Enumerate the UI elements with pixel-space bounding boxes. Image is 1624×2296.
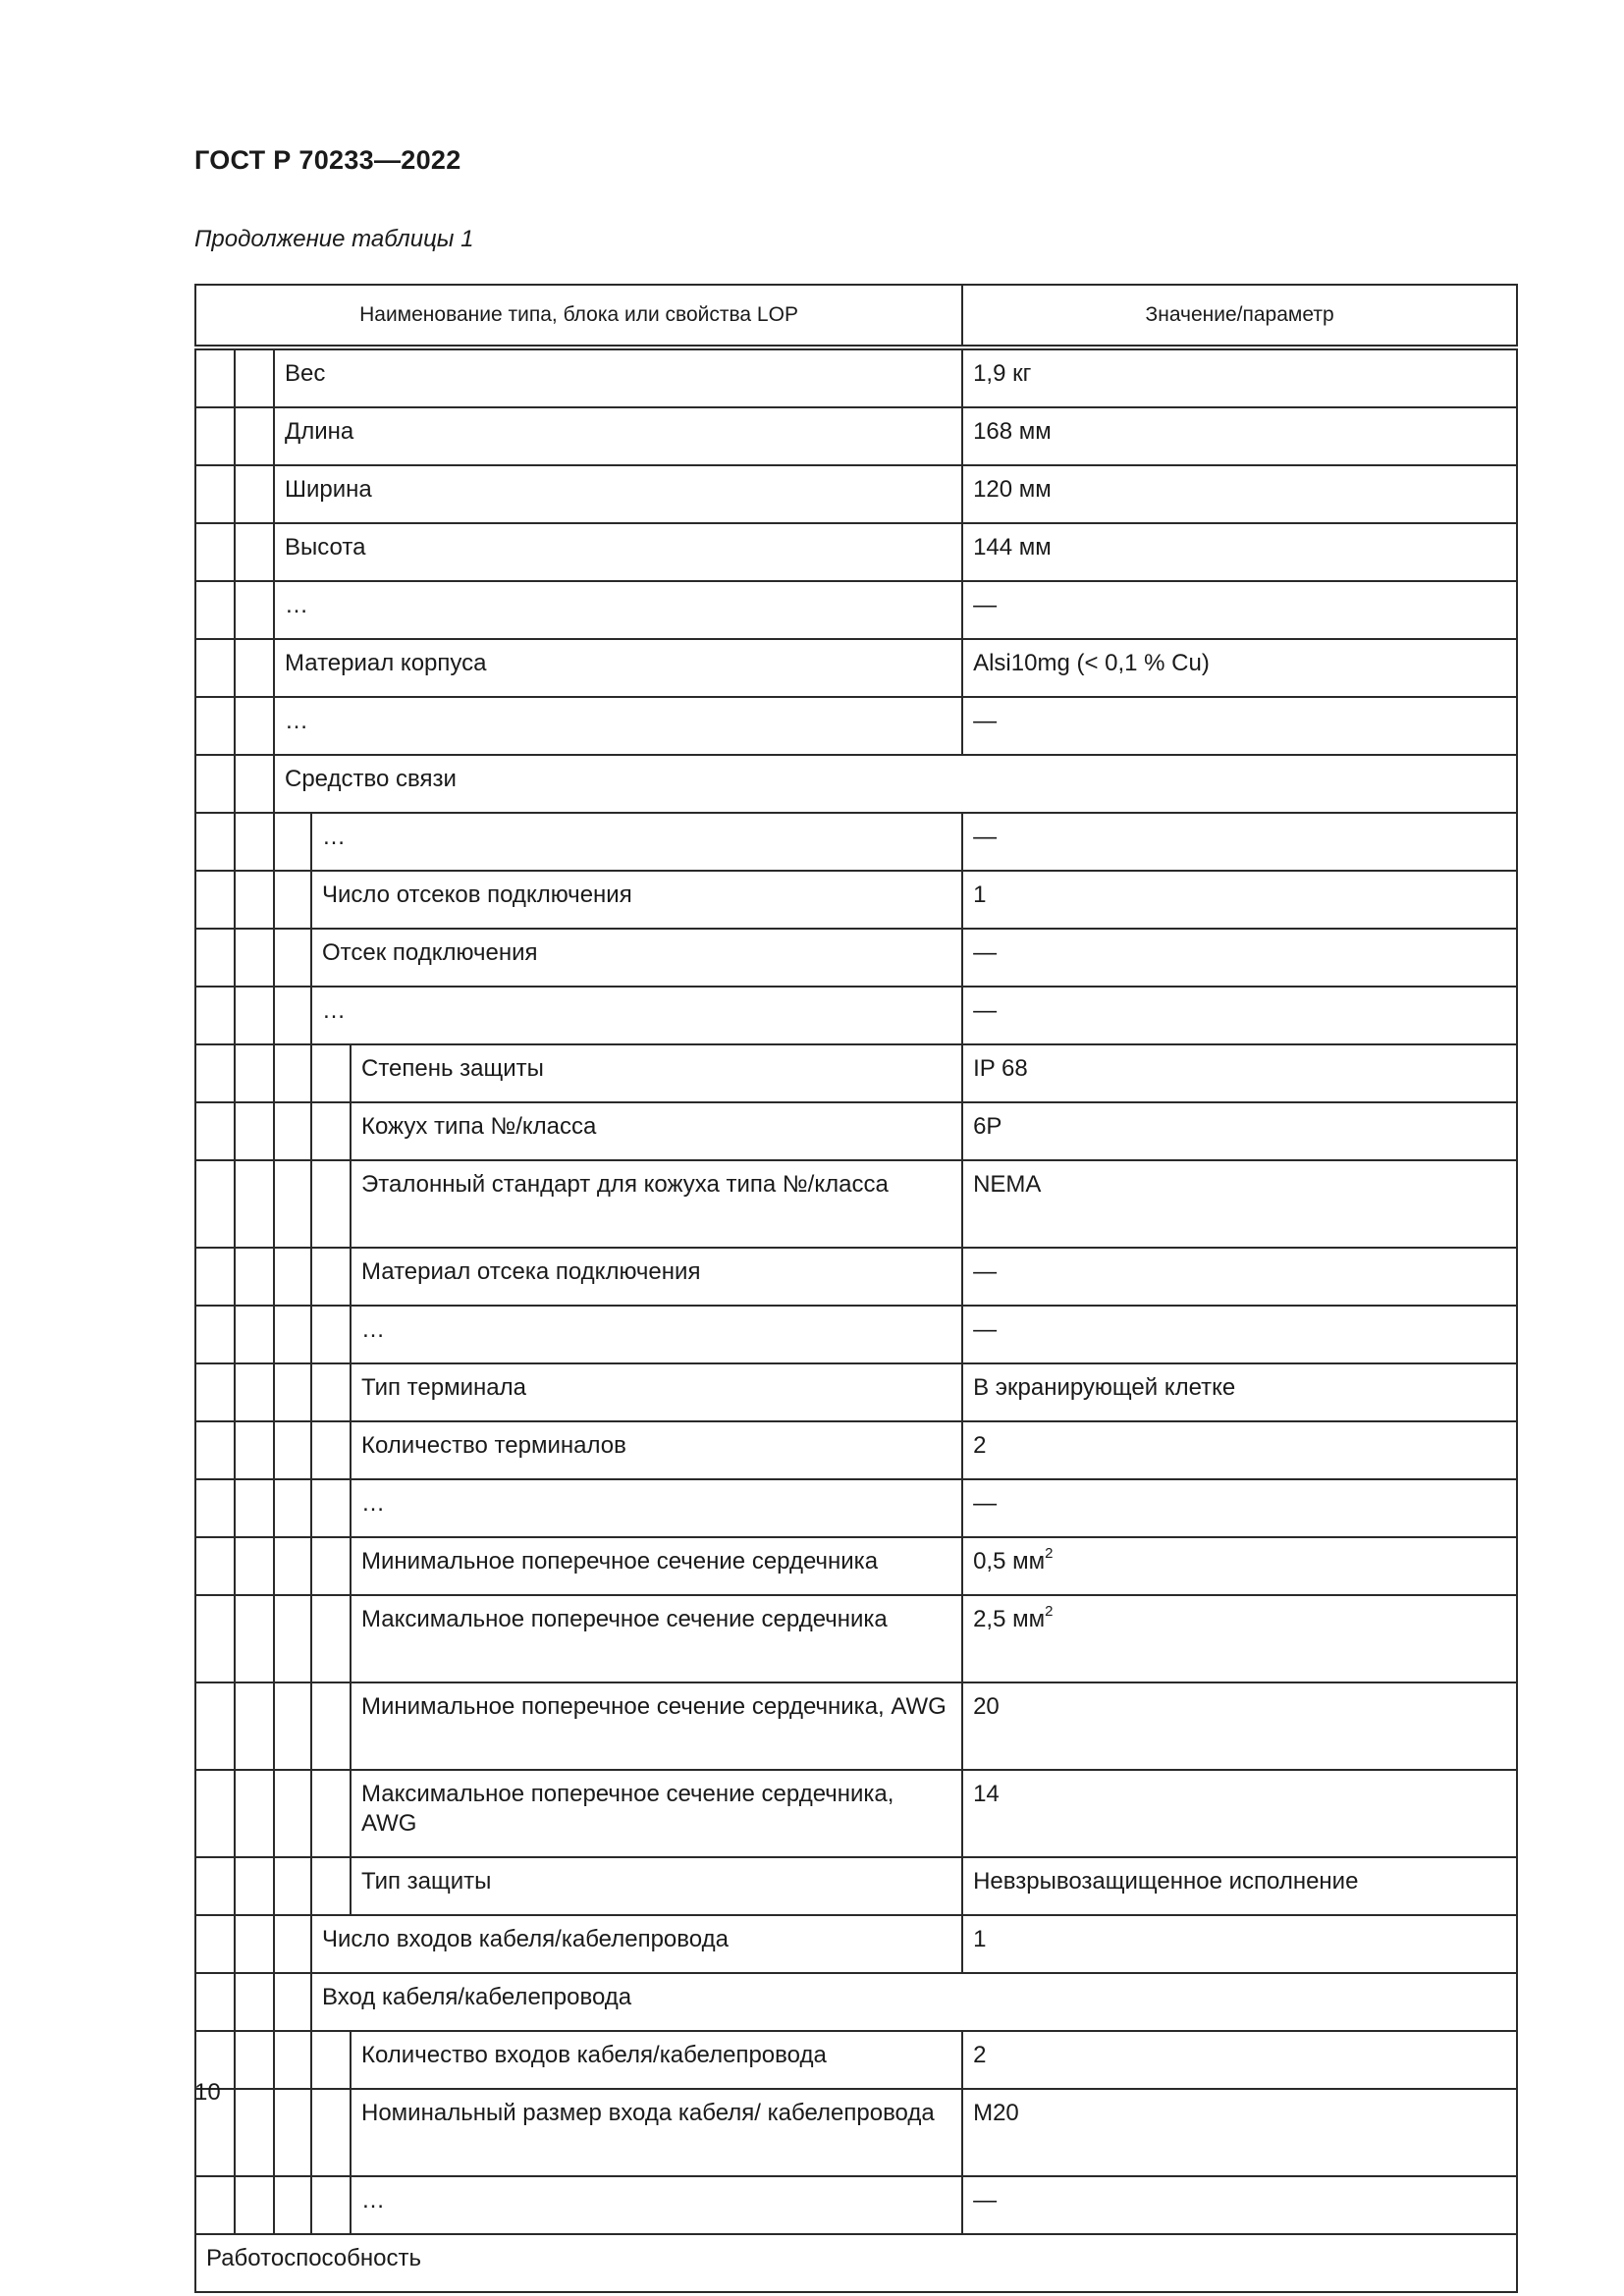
indent-cell [311,1857,351,1915]
header-value: Значение/параметр [962,285,1517,347]
value-text: Alsi10mg (< 0,1 % Cu) [973,650,1210,676]
indent-cell [274,1044,311,1102]
indent-cell [311,1770,351,1857]
indent-cell [235,1421,274,1479]
value-text: 14 [973,1781,1000,1807]
property-name: Вес [274,347,962,407]
indent-cell [235,755,274,813]
property-name: Номинальный размер входа кабеля/ кабелепровода [351,2089,962,2176]
table-row [195,871,1517,929]
value-text: — [973,592,998,618]
property-value [962,2176,1517,2234]
property-value [962,697,1517,755]
value-text: IP 68 [973,1055,1028,1082]
indent-cell [235,523,274,581]
indent-cell [195,1160,235,1248]
property-value [962,871,1517,929]
indent-cell [195,1537,235,1595]
property-value [962,1537,1517,1595]
indent-cell [235,1479,274,1537]
indent-cell [235,407,274,465]
value-text: 1 [973,1926,987,1952]
property-value [962,1044,1517,1102]
value-text: 0,5 мм [973,1548,1046,1575]
indent-cell [311,1102,351,1160]
value-text: — [973,1490,998,1517]
property-name: Минимальное поперечное сечение сердечника, AWG [351,1682,962,1770]
table-row [195,1973,1517,2031]
indent-cell [311,2031,351,2089]
indent-cell [235,2176,274,2234]
indent-cell [235,1248,274,1306]
property-name: Длина [274,407,962,465]
table-row [195,639,1517,697]
indent-cell [311,1479,351,1537]
indent-cell [195,1479,235,1537]
property-name: … [351,1306,962,1363]
table-row [195,347,1517,407]
indent-cell [195,1595,235,1682]
indent-cell [311,1044,351,1102]
value-text: 144 мм [973,534,1052,561]
value-text: — [973,1316,998,1343]
property-value [962,639,1517,697]
indent-cell [195,1363,235,1421]
indent-cell [274,1248,311,1306]
indent-cell [235,1044,274,1102]
property-value [962,347,1517,407]
properties-table [194,284,1518,2293]
property-value [962,929,1517,987]
indent-cell [195,1973,235,2031]
indent-cell [274,987,311,1044]
value-text: 1,9 кг [973,360,1032,387]
property-value [962,1915,1517,1973]
indent-cell [195,1044,235,1102]
property-name: Максимальное поперечное сечение сердечника, AWG [351,1770,962,1857]
indent-cell [311,1537,351,1595]
table-row [195,2031,1517,2089]
indent-cell [195,813,235,871]
value-text: 168 мм [973,418,1052,445]
value-text: — [973,1258,998,1285]
property-value [962,1421,1517,1479]
indent-cell [235,929,274,987]
property-name: Эталонный стандарт для кожуха типа №/класса [351,1160,962,1248]
indent-cell [235,697,274,755]
indent-cell [274,1537,311,1595]
indent-cell [235,2031,274,2089]
indent-cell [235,1915,274,1973]
indent-cell [195,1857,235,1915]
indent-cell [274,1479,311,1537]
value-text: 1 [973,881,987,908]
property-value [962,465,1517,523]
value-text: В экранирующей клетке [973,1374,1236,1401]
indent-cell [195,1770,235,1857]
property-name: Количество входов кабеля/кабелепровода [351,2031,962,2089]
value-text: 2 [973,1432,987,1459]
value-text: — [973,939,998,966]
indent-cell [195,1682,235,1770]
indent-cell [235,1363,274,1421]
value-text: 20 [973,1693,1000,1720]
property-name: Кожух типа №/класса [351,1102,962,1160]
indent-cell [311,1682,351,1770]
table-row [195,697,1517,755]
indent-cell [274,1363,311,1421]
table-body [195,347,1517,2292]
table-header-row [195,285,1517,347]
indent-cell [311,1306,351,1363]
indent-cell [274,2089,311,2176]
property-name: … [311,813,962,871]
indent-cell [195,347,235,407]
property-value [962,1595,1517,1682]
indent-cell [311,1421,351,1479]
property-name: Материал корпуса [274,639,962,697]
indent-cell [274,1595,311,1682]
table-row [195,523,1517,581]
indent-cell [274,1160,311,1248]
table-row [195,1306,1517,1363]
property-name: Тип терминала [351,1363,962,1421]
property-name: Тип защиты [351,1857,962,1915]
property-value [962,2031,1517,2089]
indent-cell [195,755,235,813]
property-name: … [274,697,962,755]
table-row [195,1044,1517,1102]
property-name: Минимальное поперечное сечение сердечника [351,1537,962,1595]
indent-cell [235,987,274,1044]
property-name: Число входов кабеля/кабелепровода [311,1915,962,1973]
indent-cell [274,1421,311,1479]
indent-cell [195,407,235,465]
table-row [195,929,1517,987]
property-name: … [274,581,962,639]
indent-cell [195,639,235,697]
property-value [962,1479,1517,1537]
table-row [195,1682,1517,1770]
indent-cell [195,1306,235,1363]
indent-cell [195,987,235,1044]
indent-cell [274,813,311,871]
property-name: Число отсеков подключения [311,871,962,929]
value-superscript: 2 [1045,1545,1054,1562]
indent-cell [311,1363,351,1421]
table-row [195,1102,1517,1160]
table-row [195,1479,1517,1537]
indent-cell [311,2176,351,2234]
property-name: Материал отсека подключения [351,1248,962,1306]
value-text: — [973,824,998,850]
table-row [195,813,1517,871]
value-text: 2,5 мм [973,1606,1046,1632]
value-text: — [973,2187,998,2214]
value-text: Невзрывозащищенное исполнение [973,1868,1359,1895]
indent-cell [235,1537,274,1595]
page-number: 10 [194,2079,221,2106]
value-text: 120 мм [973,476,1052,503]
indent-cell [274,1102,311,1160]
table-row [195,407,1517,465]
indent-cell [195,523,235,581]
indent-cell [274,2031,311,2089]
indent-cell [195,2176,235,2234]
property-value [962,1857,1517,1915]
property-name: Вход кабеля/кабелепровода [311,1973,1517,2031]
table-row [195,1363,1517,1421]
property-name: Отсек подключения [311,929,962,987]
indent-cell [235,1306,274,1363]
property-value [962,407,1517,465]
property-value [962,1363,1517,1421]
indent-cell [235,1682,274,1770]
value-superscript: 2 [1045,1603,1054,1620]
indent-cell [274,929,311,987]
property-value [962,581,1517,639]
value-text: — [973,708,998,734]
indent-cell [195,697,235,755]
property-value [962,1306,1517,1363]
property-name: Максимальное поперечное сечение сердечника [351,1595,962,1682]
property-value [962,987,1517,1044]
indent-cell [195,1915,235,1973]
indent-cell [195,1421,235,1479]
property-value [962,1770,1517,1857]
property-value [962,2089,1517,2176]
value-text: M20 [973,2100,1019,2126]
value-text: — [973,997,998,1024]
indent-cell [311,1160,351,1248]
header-name: Наименование типа, блока или свойства LOP [195,285,962,347]
property-name: Средство связи [274,755,1517,813]
table-row [195,2176,1517,2234]
table-row [195,2234,1517,2292]
table-row [195,1160,1517,1248]
value-text: 2 [973,2042,987,2068]
document-code: ГОСТ Р 70233—2022 [194,145,461,175]
indent-cell [195,1248,235,1306]
indent-cell [235,813,274,871]
indent-cell [311,1248,351,1306]
table-row [195,1537,1517,1595]
indent-cell [274,871,311,929]
indent-cell [235,1770,274,1857]
table-row [195,1770,1517,1857]
indent-cell [235,1102,274,1160]
indent-cell [274,1915,311,1973]
indent-cell [274,1857,311,1915]
table-row [195,755,1517,813]
indent-cell [274,1682,311,1770]
table-row [195,1248,1517,1306]
property-name: Ширина [274,465,962,523]
indent-cell [195,1102,235,1160]
section-label: Работоспособность [195,2234,1517,2292]
indent-cell [235,1595,274,1682]
indent-cell [274,1770,311,1857]
property-value [962,1102,1517,1160]
property-value [962,1682,1517,1770]
table-row [195,1915,1517,1973]
table-row [195,1857,1517,1915]
indent-cell [235,465,274,523]
indent-cell [311,1595,351,1682]
table-row [195,1595,1517,1682]
indent-cell [235,1160,274,1248]
indent-cell [235,347,274,407]
property-name: … [351,1479,962,1537]
table-row [195,2089,1517,2176]
indent-cell [274,2176,311,2234]
indent-cell [195,581,235,639]
indent-cell [195,871,235,929]
value-text: NEMA [973,1171,1042,1198]
property-name: … [351,2176,962,2234]
indent-cell [235,639,274,697]
property-name: Высота [274,523,962,581]
property-value [962,523,1517,581]
value-text: 6P [973,1113,1002,1140]
property-name: … [311,987,962,1044]
indent-cell [235,1973,274,2031]
indent-cell [235,2089,274,2176]
table-row [195,465,1517,523]
property-value [962,1160,1517,1248]
property-name: Количество терминалов [351,1421,962,1479]
indent-cell [274,1306,311,1363]
indent-cell [311,2089,351,2176]
table-caption: Продолжение таблицы 1 [194,226,474,252]
indent-cell [235,1857,274,1915]
property-name: Степень защиты [351,1044,962,1102]
indent-cell [235,581,274,639]
table-row [195,581,1517,639]
indent-cell [235,871,274,929]
indent-cell [195,929,235,987]
property-value [962,813,1517,871]
property-value [962,1248,1517,1306]
indent-cell [195,465,235,523]
indent-cell [274,1973,311,2031]
table-row [195,987,1517,1044]
table-row [195,1421,1517,1479]
